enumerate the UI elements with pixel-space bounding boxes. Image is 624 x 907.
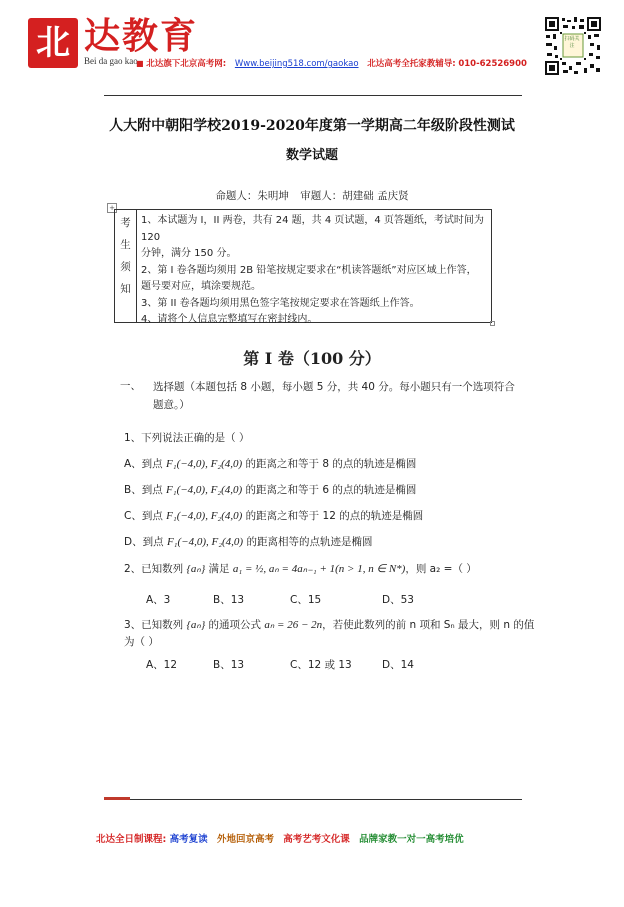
question-3-options — [0, 657, 624, 673]
question-2-option: A、3 — [146, 594, 171, 606]
site-link[interactable]: Www.beijing518.com/gaokao — [234, 59, 359, 69]
reviewers: 审题人：胡建础 孟庆贤 — [300, 190, 409, 202]
notice-heading: 考 生 须 知 — [115, 210, 137, 322]
footer-item: 品牌家教一对一高考培优 — [359, 834, 464, 845]
footer-item: 高考艺考文化课 — [283, 834, 350, 845]
header-info-line — [136, 58, 527, 70]
question-2-option: B、13 — [213, 594, 245, 606]
footer-item: 外地回京高考 — [216, 834, 274, 845]
question-1-stem: 1、下列说法正确的是（ ） — [124, 432, 250, 444]
logo-wordmark: 达教育 — [84, 15, 199, 57]
footer-label: 北达全日制课程: — [96, 834, 167, 845]
exam-subtitle: 数学试题 — [285, 148, 338, 163]
table-move-handle-icon[interactable]: + — [107, 203, 117, 213]
question-2-option: D、53 — [382, 594, 414, 606]
notice-line: 1、本试题为 I，II 两卷，共有 24 题，共 4 页试题，4 页答题纸，考试时间为 120 — [141, 215, 484, 243]
header-divider — [104, 95, 522, 96]
question-2-stem: 2、已知数列 {aₙ} 满足 a₁ = ½, aₙ = 4aₙ₋₁ + 1(n > 1, n ∈ N*)，则 a₂ =（ ） — [124, 563, 477, 575]
notice-box — [114, 209, 492, 323]
logo-pinyin: Bei da gao kao — [84, 56, 138, 66]
tutor-label: 北达高考全托家教辅导: — [367, 59, 456, 69]
question-3-stem: 3、已知数列 {aₙ} 的通项公式 aₙ = 26 − 2n，若使此数列的前 n 项和 Sₙ 最大，则 n 的值 — [124, 619, 535, 631]
question-3-option: D、14 — [382, 659, 414, 671]
proposer: 命题人：朱明坤 — [215, 190, 289, 202]
notice-line: 分钟，满分 150 分。 — [141, 248, 237, 259]
question-1-option-d: D、到点 F₁(−4,0), F₂(4,0) 的距离相等的点轨迹是椭圆 — [124, 536, 373, 548]
table-resize-handle-icon[interactable] — [490, 321, 495, 326]
notice-line: 题号要对应，填涂要规范。 — [141, 281, 261, 292]
footer-divider — [104, 799, 522, 800]
question-1-option-a: A、到点 F₁(−4,0), F₂(4,0) 的距离之和等于 8 的点的轨迹是椭圆 — [124, 458, 417, 470]
question-3-option: A、12 — [146, 659, 178, 671]
question-3-option: B、13 — [213, 659, 245, 671]
exam-title: 人大附中朝阳学校2019-2020年度第一学期高二年级阶段性测试 — [109, 118, 515, 134]
notice-line: 2、第 I 卷各题均须用 2B 铅笔按规定要求在“机读答题纸”对应区域上作答， — [141, 264, 477, 276]
question-2-option: C、15 — [290, 594, 322, 606]
site-label: 北达旗下北京高考网: — [146, 59, 227, 69]
question-1-option-c: C、到点 F₁(−4,0), F₂(4,0) 的距离之和等于 12 的点的轨迹是椭圆 — [124, 510, 424, 522]
section-instructions: 选择题（本题包括 8 小题，每小题 5 分，共 40 分。每小题只有一个选项符合 题意。） — [153, 381, 515, 411]
notice-line: 4、请将个人信息完整填写在密封线内。 — [141, 314, 318, 325]
question-1-option-b: B、到点 F₁(−4,0), F₂(4,0) 的距离之和等于 6 的点的轨迹是椭圆 — [124, 484, 417, 496]
notice-body — [141, 213, 489, 329]
question-3-stem-line2: 为（ ） — [124, 636, 159, 648]
footer-item: 高考复读 — [169, 834, 208, 845]
tutor-phone: 010-62526900 — [458, 59, 527, 69]
footer-courses — [96, 831, 464, 845]
bullet-square-icon: ■ — [136, 59, 144, 68]
notice-line: 3、第 II 卷各题均须用黑色签字笔按规定要求在答题纸上作答。 — [141, 297, 420, 309]
authors-line — [0, 188, 624, 203]
qr-center-text: 扫码关注 — [564, 36, 580, 49]
logo-mark: 北 — [28, 18, 78, 68]
part-title: 第 I 卷（100 分） — [243, 349, 381, 368]
section-number: 一、 — [120, 380, 141, 392]
footer-accent — [104, 797, 130, 800]
question-3-option: C、12 或 13 — [290, 659, 352, 671]
question-2-options — [0, 592, 624, 608]
